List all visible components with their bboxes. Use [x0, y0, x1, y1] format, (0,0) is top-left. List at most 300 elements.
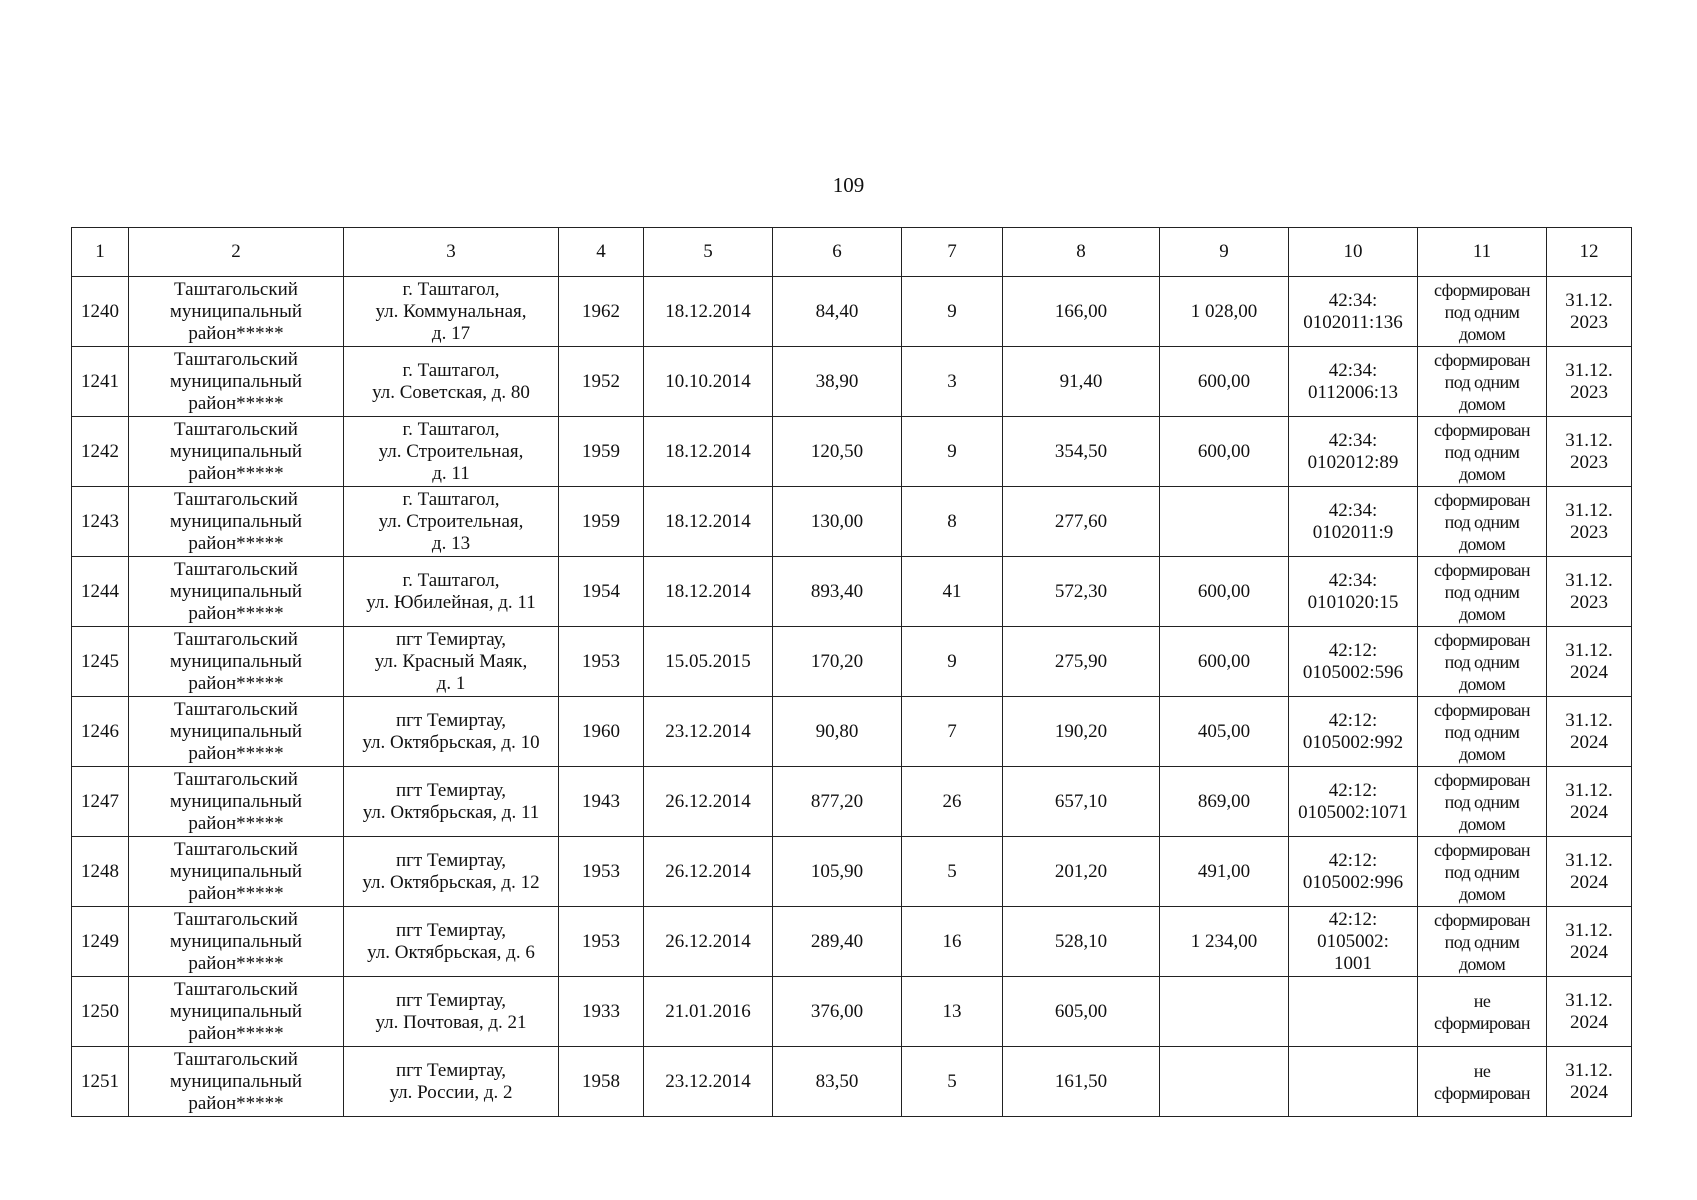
- deadline-line: 2023: [1570, 311, 1608, 333]
- status-line: домом: [1458, 603, 1506, 624]
- column-6-cell: 120,50: [773, 417, 902, 487]
- status-line: не: [1473, 990, 1491, 1011]
- column-9-cell: [1160, 487, 1289, 557]
- column-header-10: 10: [1289, 228, 1418, 277]
- address-cell: [344, 557, 559, 627]
- address-line: ул. Строительная,: [378, 510, 524, 532]
- row-number-cell: 1247: [72, 767, 129, 837]
- cadastral-number-cell: [1289, 977, 1418, 1047]
- municipality-cell: [129, 557, 344, 627]
- status-line: под одним: [1444, 651, 1520, 672]
- municipality-line: Таштагольский: [174, 1048, 298, 1070]
- cadastral-number-line: 0105002:992: [1302, 731, 1404, 753]
- cadastral-number-line: 0102011:9: [1312, 521, 1394, 543]
- table-row: [72, 347, 1632, 417]
- address-line: г. Таштагол,: [402, 278, 500, 300]
- year-cell: 1943: [559, 767, 644, 837]
- municipality-line: Таштагольский: [174, 418, 298, 440]
- date-cell: 21.01.2016: [644, 977, 773, 1047]
- year-cell: 1959: [559, 487, 644, 557]
- column-header-11: 11: [1418, 228, 1547, 277]
- cadastral-number-line: 0105002:996: [1302, 871, 1404, 893]
- address-cell: [344, 627, 559, 697]
- municipality-line: муниципальный: [169, 580, 303, 602]
- column-7-cell: 41: [902, 557, 1003, 627]
- year-cell: 1953: [559, 627, 644, 697]
- date-cell: 26.12.2014: [644, 837, 773, 907]
- deadline-cell: [1547, 907, 1632, 977]
- column-6-cell: 105,90: [773, 837, 902, 907]
- address-line: ул. Октябрьская, д. 10: [362, 731, 540, 753]
- date-cell: 10.10.2014: [644, 347, 773, 417]
- column-9-cell: 1 028,00: [1160, 277, 1289, 347]
- deadline-line: 31.12.: [1565, 1059, 1613, 1081]
- cadastral-number-line: 42:34:: [1328, 429, 1378, 451]
- municipality-line: район*****: [188, 812, 284, 834]
- municipality-line: Таштагольский: [174, 978, 298, 1000]
- column-8-cell: 605,00: [1003, 977, 1160, 1047]
- date-cell: 26.12.2014: [644, 767, 773, 837]
- deadline-line: 2023: [1570, 451, 1608, 473]
- address-cell: [344, 977, 559, 1047]
- deadline-cell: [1547, 627, 1632, 697]
- table-row: [72, 277, 1632, 347]
- column-6-cell: 83,50: [773, 1047, 902, 1117]
- table-row: [72, 907, 1632, 977]
- deadline-line: 2024: [1570, 731, 1608, 753]
- cadastral-number-cell: [1289, 767, 1418, 837]
- column-8-cell: 528,10: [1003, 907, 1160, 977]
- status-line: сформирован: [1434, 699, 1530, 720]
- municipality-line: район*****: [188, 742, 284, 764]
- municipality-cell: [129, 627, 344, 697]
- municipality-line: район*****: [188, 462, 284, 484]
- date-cell: 26.12.2014: [644, 907, 773, 977]
- cadastral-number-line: 0105002:1071: [1298, 801, 1408, 823]
- year-cell: 1960: [559, 697, 644, 767]
- deadline-line: 31.12.: [1565, 569, 1613, 591]
- address-cell: [344, 487, 559, 557]
- column-7-cell: 9: [902, 627, 1003, 697]
- municipality-line: муниципальный: [169, 1070, 303, 1092]
- table-body: [72, 277, 1632, 1117]
- municipality-line: муниципальный: [169, 1000, 303, 1022]
- column-9-cell: 1 234,00: [1160, 907, 1289, 977]
- column-9-cell: 869,00: [1160, 767, 1289, 837]
- address-line: пгт Темиртау,: [395, 919, 507, 941]
- cadastral-number-line: 42:12:: [1328, 908, 1378, 930]
- column-9-cell: 405,00: [1160, 697, 1289, 767]
- address-line: пгт Темиртау,: [395, 709, 507, 731]
- municipality-line: Таштагольский: [174, 838, 298, 860]
- municipality-line: муниципальный: [169, 440, 303, 462]
- status-line: не: [1473, 1060, 1491, 1081]
- column-header-7: 7: [902, 228, 1003, 277]
- column-header-6: 6: [773, 228, 902, 277]
- municipality-line: район*****: [188, 1022, 284, 1044]
- status-cell: [1418, 417, 1547, 487]
- deadline-line: 31.12.: [1565, 499, 1613, 521]
- row-number-cell: 1244: [72, 557, 129, 627]
- status-line: сформирован: [1434, 769, 1530, 790]
- year-cell: 1952: [559, 347, 644, 417]
- cadastral-number-line: 42:12:: [1328, 779, 1378, 801]
- cadastral-number-line: 0112006:13: [1307, 381, 1399, 403]
- status-cell: [1418, 767, 1547, 837]
- row-number-cell: 1246: [72, 697, 129, 767]
- column-7-cell: 16: [902, 907, 1003, 977]
- column-6-cell: 893,40: [773, 557, 902, 627]
- cadastral-number-line: 42:34:: [1328, 359, 1378, 381]
- table-row: [72, 487, 1632, 557]
- municipality-cell: [129, 1047, 344, 1117]
- address-line: г. Таштагол,: [402, 569, 500, 591]
- column-9-cell: 600,00: [1160, 417, 1289, 487]
- table-row: [72, 557, 1632, 627]
- municipality-line: Таштагольский: [174, 488, 298, 510]
- row-number-cell: 1241: [72, 347, 129, 417]
- column-7-cell: 5: [902, 1047, 1003, 1117]
- cadastral-number-line: 0105002:: [1317, 930, 1389, 952]
- cadastral-number-line: 0102011:136: [1303, 311, 1403, 333]
- address-line: ул. Почтовая, д. 21: [375, 1011, 527, 1033]
- column-7-cell: 5: [902, 837, 1003, 907]
- cadastral-number-cell: [1289, 907, 1418, 977]
- municipality-cell: [129, 487, 344, 557]
- column-8-cell: 190,20: [1003, 697, 1160, 767]
- deadline-line: 31.12.: [1565, 359, 1613, 381]
- municipality-line: район*****: [188, 882, 284, 904]
- page-number: 109: [832, 173, 865, 197]
- status-line: домом: [1458, 533, 1506, 554]
- column-8-cell: 275,90: [1003, 627, 1160, 697]
- column-7-cell: 9: [902, 277, 1003, 347]
- status-cell: [1418, 557, 1547, 627]
- address-line: ул. Октябрьская, д. 11: [362, 801, 540, 823]
- address-line: пгт Темиртау,: [395, 1059, 507, 1081]
- deadline-line: 2024: [1570, 801, 1608, 823]
- row-number-cell: 1249: [72, 907, 129, 977]
- address-line: ул. Коммунальная,: [375, 300, 527, 322]
- column-8-cell: 657,10: [1003, 767, 1160, 837]
- status-line: сформирован: [1434, 839, 1530, 860]
- deadline-cell: [1547, 697, 1632, 767]
- municipality-line: район*****: [188, 392, 284, 414]
- column-header-5: 5: [644, 228, 773, 277]
- deadline-line: 31.12.: [1565, 849, 1613, 871]
- status-line: под одним: [1444, 581, 1520, 602]
- table-row: [72, 837, 1632, 907]
- address-cell: [344, 697, 559, 767]
- status-cell: [1418, 487, 1547, 557]
- deadline-cell: [1547, 347, 1632, 417]
- municipality-line: муниципальный: [169, 510, 303, 532]
- deadline-line: 31.12.: [1565, 639, 1613, 661]
- municipality-cell: [129, 837, 344, 907]
- status-line: под одним: [1444, 791, 1520, 812]
- column-8-cell: 277,60: [1003, 487, 1160, 557]
- municipality-line: район*****: [188, 672, 284, 694]
- status-cell: [1418, 907, 1547, 977]
- table-row: [72, 697, 1632, 767]
- column-8-cell: 354,50: [1003, 417, 1160, 487]
- column-header-2: 2: [129, 228, 344, 277]
- cadastral-number-cell: [1289, 417, 1418, 487]
- deadline-line: 31.12.: [1565, 289, 1613, 311]
- address-line: ул. Октябрьская, д. 6: [367, 941, 535, 963]
- column-7-cell: 8: [902, 487, 1003, 557]
- row-number-cell: 1248: [72, 837, 129, 907]
- column-6-cell: 38,90: [773, 347, 902, 417]
- cadastral-number-line: 42:34:: [1328, 289, 1378, 311]
- row-number-cell: 1243: [72, 487, 129, 557]
- column-7-cell: 7: [902, 697, 1003, 767]
- address-line: пгт Темиртау,: [395, 779, 507, 801]
- deadline-line: 2024: [1570, 661, 1608, 683]
- status-line: сформирован: [1434, 419, 1530, 440]
- municipality-line: Таштагольский: [174, 908, 298, 930]
- table-row: [72, 1047, 1632, 1117]
- municipality-cell: [129, 697, 344, 767]
- address-line: д. 17: [431, 322, 471, 344]
- address-line: ул. России, д. 2: [389, 1081, 513, 1103]
- municipality-line: муниципальный: [169, 790, 303, 812]
- status-line: под одним: [1444, 511, 1520, 532]
- status-line: домом: [1458, 463, 1506, 484]
- deadline-line: 2023: [1570, 591, 1608, 613]
- cadastral-number-cell: [1289, 557, 1418, 627]
- deadline-line: 2024: [1570, 941, 1608, 963]
- cadastral-number-cell: [1289, 347, 1418, 417]
- table-row: [72, 977, 1632, 1047]
- column-7-cell: 9: [902, 417, 1003, 487]
- municipality-cell: [129, 907, 344, 977]
- cadastral-number-cell: [1289, 277, 1418, 347]
- status-line: сформирован: [1434, 349, 1530, 370]
- address-line: пгт Темиртау,: [395, 628, 507, 650]
- status-cell: [1418, 1047, 1547, 1117]
- cadastral-number-cell: [1289, 837, 1418, 907]
- cadastral-number-cell: [1289, 627, 1418, 697]
- cadastral-number-line: 42:12:: [1328, 639, 1378, 661]
- status-line: домом: [1458, 813, 1506, 834]
- deadline-line: 31.12.: [1565, 779, 1613, 801]
- column-6-cell: 376,00: [773, 977, 902, 1047]
- column-header-12: 12: [1547, 228, 1632, 277]
- status-cell: [1418, 347, 1547, 417]
- address-cell: [344, 767, 559, 837]
- deadline-cell: [1547, 277, 1632, 347]
- deadline-cell: [1547, 557, 1632, 627]
- column-8-cell: 161,50: [1003, 1047, 1160, 1117]
- municipality-line: Таштагольский: [174, 768, 298, 790]
- municipality-line: район*****: [188, 952, 284, 974]
- column-7-cell: 3: [902, 347, 1003, 417]
- table-row: [72, 627, 1632, 697]
- status-cell: [1418, 837, 1547, 907]
- address-line: г. Таштагол,: [402, 488, 500, 510]
- column-7-cell: 13: [902, 977, 1003, 1047]
- deadline-line: 31.12.: [1565, 709, 1613, 731]
- deadline-cell: [1547, 837, 1632, 907]
- date-cell: 18.12.2014: [644, 277, 773, 347]
- column-9-cell: [1160, 1047, 1289, 1117]
- column-6-cell: 170,20: [773, 627, 902, 697]
- municipality-line: Таштагольский: [174, 558, 298, 580]
- status-cell: [1418, 977, 1547, 1047]
- cadastral-number-line: 42:34:: [1328, 569, 1378, 591]
- deadline-line: 2024: [1570, 871, 1608, 893]
- address-cell: [344, 417, 559, 487]
- address-line: д. 11: [432, 462, 470, 484]
- column-9-cell: 600,00: [1160, 627, 1289, 697]
- deadline-line: 2023: [1570, 381, 1608, 403]
- municipality-cell: [129, 977, 344, 1047]
- year-cell: 1954: [559, 557, 644, 627]
- deadline-cell: [1547, 1047, 1632, 1117]
- status-line: сформирован: [1434, 1082, 1530, 1103]
- row-number-cell: 1245: [72, 627, 129, 697]
- column-8-cell: 201,20: [1003, 837, 1160, 907]
- deadline-line: 31.12.: [1565, 919, 1613, 941]
- status-line: домом: [1458, 883, 1506, 904]
- status-line: под одним: [1444, 931, 1520, 952]
- address-line: ул. Советская, д. 80: [372, 381, 530, 403]
- cadastral-number-line: 42:12:: [1328, 709, 1378, 731]
- address-cell: [344, 277, 559, 347]
- status-line: под одним: [1444, 861, 1520, 882]
- municipality-line: муниципальный: [169, 370, 303, 392]
- deadline-line: 31.12.: [1565, 989, 1613, 1011]
- status-line: под одним: [1444, 301, 1520, 322]
- column-6-cell: 130,00: [773, 487, 902, 557]
- date-cell: 18.12.2014: [644, 557, 773, 627]
- status-line: домом: [1458, 953, 1506, 974]
- status-line: сформирован: [1434, 279, 1530, 300]
- column-6-cell: 289,40: [773, 907, 902, 977]
- deadline-line: 2024: [1570, 1081, 1608, 1103]
- municipality-line: Таштагольский: [174, 628, 298, 650]
- column-8-cell: 572,30: [1003, 557, 1160, 627]
- date-cell: 18.12.2014: [644, 417, 773, 487]
- municipality-line: муниципальный: [169, 720, 303, 742]
- status-line: под одним: [1444, 441, 1520, 462]
- date-cell: 23.12.2014: [644, 1047, 773, 1117]
- address-line: д. 13: [431, 532, 471, 554]
- address-line: ул. Юбилейная, д. 11: [366, 591, 536, 613]
- year-cell: 1953: [559, 837, 644, 907]
- municipality-cell: [129, 417, 344, 487]
- municipality-cell: [129, 347, 344, 417]
- status-line: сформирован: [1434, 559, 1530, 580]
- municipality-line: район*****: [188, 532, 284, 554]
- municipality-line: муниципальный: [169, 930, 303, 952]
- municipality-line: район*****: [188, 1092, 284, 1114]
- status-cell: [1418, 697, 1547, 767]
- column-6-cell: 90,80: [773, 697, 902, 767]
- table-row: [72, 417, 1632, 487]
- column-6-cell: 877,20: [773, 767, 902, 837]
- address-line: пгт Темиртау,: [395, 849, 507, 871]
- status-line: домом: [1458, 393, 1506, 414]
- cadastral-number-line: 0105002:596: [1302, 661, 1404, 683]
- municipality-line: район*****: [188, 602, 284, 624]
- municipality-cell: [129, 767, 344, 837]
- municipality-line: Таштагольский: [174, 698, 298, 720]
- deadline-cell: [1547, 417, 1632, 487]
- column-9-cell: [1160, 977, 1289, 1047]
- deadline-line: 2024: [1570, 1011, 1608, 1033]
- cadastral-number-line: 1001: [1334, 952, 1372, 974]
- municipality-line: муниципальный: [169, 650, 303, 672]
- column-header-9: 9: [1160, 228, 1289, 277]
- year-cell: 1962: [559, 277, 644, 347]
- date-cell: 15.05.2015: [644, 627, 773, 697]
- status-cell: [1418, 627, 1547, 697]
- address-line: г. Таштагол,: [402, 418, 500, 440]
- cadastral-number-line: 0102012:89: [1307, 451, 1399, 473]
- deadline-line: 31.12.: [1565, 429, 1613, 451]
- cadastral-number-line: 42:12:: [1328, 849, 1378, 871]
- status-line: под одним: [1444, 721, 1520, 742]
- column-9-cell: 600,00: [1160, 557, 1289, 627]
- cadastral-number-cell: [1289, 487, 1418, 557]
- year-cell: 1959: [559, 417, 644, 487]
- column-9-cell: 491,00: [1160, 837, 1289, 907]
- deadline-cell: [1547, 767, 1632, 837]
- column-header-3: 3: [344, 228, 559, 277]
- status-line: домом: [1458, 323, 1506, 344]
- column-header-4: 4: [559, 228, 644, 277]
- date-cell: 18.12.2014: [644, 487, 773, 557]
- column-6-cell: 84,40: [773, 277, 902, 347]
- row-number-cell: 1250: [72, 977, 129, 1047]
- municipality-line: район*****: [188, 322, 284, 344]
- status-cell: [1418, 277, 1547, 347]
- municipality-line: Таштагольский: [174, 348, 298, 370]
- status-line: домом: [1458, 673, 1506, 694]
- row-number-cell: 1240: [72, 277, 129, 347]
- address-cell: [344, 1047, 559, 1117]
- registry-table: [71, 227, 1632, 1117]
- column-9-cell: 600,00: [1160, 347, 1289, 417]
- year-cell: 1933: [559, 977, 644, 1047]
- deadline-line: 2023: [1570, 521, 1608, 543]
- column-header-8: 8: [1003, 228, 1160, 277]
- deadline-cell: [1547, 977, 1632, 1047]
- status-line: сформирован: [1434, 629, 1530, 650]
- address-cell: [344, 837, 559, 907]
- year-cell: 1953: [559, 907, 644, 977]
- status-line: сформирован: [1434, 489, 1530, 510]
- address-cell: [344, 907, 559, 977]
- cadastral-number-line: 42:34:: [1328, 499, 1378, 521]
- column-header-1: 1: [72, 228, 129, 277]
- address-line: ул. Красный Маяк,: [374, 650, 528, 672]
- municipality-line: муниципальный: [169, 300, 303, 322]
- column-8-cell: 91,40: [1003, 347, 1160, 417]
- header-row: [72, 228, 1632, 277]
- date-cell: 23.12.2014: [644, 697, 773, 767]
- municipality-line: Таштагольский: [174, 278, 298, 300]
- row-number-cell: 1242: [72, 417, 129, 487]
- cadastral-number-cell: [1289, 697, 1418, 767]
- column-8-cell: 166,00: [1003, 277, 1160, 347]
- row-number-cell: 1251: [72, 1047, 129, 1117]
- address-line: д. 1: [436, 672, 466, 694]
- address-cell: [344, 347, 559, 417]
- table-row: [72, 767, 1632, 837]
